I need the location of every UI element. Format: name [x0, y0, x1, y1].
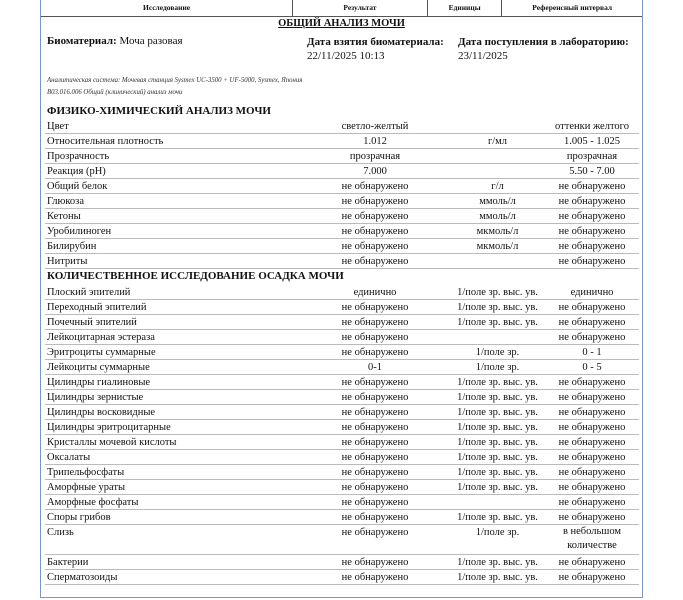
row-name: Цилиндры зернистые	[47, 392, 144, 403]
table-row	[45, 420, 639, 435]
report-sheet	[40, 0, 643, 598]
row-result: единично	[353, 287, 397, 298]
row-name: Кетоны	[47, 211, 81, 222]
row-name: Общий белок	[47, 181, 108, 192]
table-row	[45, 450, 639, 465]
row-name: Нитриты	[47, 256, 88, 267]
row-reference: не обнаружено	[558, 572, 626, 583]
row-result: 7.000	[363, 166, 387, 177]
lab-date-label: Дата поступления в лабораторию:	[458, 36, 629, 48]
row-result: не обнаружено	[341, 497, 409, 508]
sample-date	[307, 35, 444, 63]
row-result: не обнаружено	[341, 452, 409, 463]
table-row	[45, 315, 639, 330]
row-unit: 1/поле зр. выс. ув.	[457, 557, 538, 568]
table-row	[45, 300, 639, 315]
table-row	[45, 330, 639, 345]
row-reference: в небольшом количестве	[562, 526, 622, 551]
row-name: Бактерии	[47, 557, 89, 568]
row-result: не обнаружено	[341, 572, 409, 583]
row-reference: не обнаружено	[558, 482, 626, 493]
row-unit: г/л	[491, 181, 504, 192]
row-unit: 1/поле зр. выс. ув.	[457, 302, 538, 313]
table-row	[45, 119, 639, 134]
row-reference: 0 - 1	[582, 347, 602, 358]
row-unit: 1/поле зр. выс. ув.	[457, 437, 538, 448]
row-result: светло-желтый	[341, 121, 409, 132]
row-unit: 1/поле зр. выс. ув.	[457, 287, 538, 298]
row-result: не обнаружено	[341, 557, 409, 568]
row-reference: оттенки желтого	[555, 121, 629, 132]
row-reference: не обнаружено	[558, 467, 626, 478]
table-header	[41, 0, 642, 17]
row-result: не обнаружено	[341, 392, 409, 403]
row-result: не обнаружено	[341, 407, 409, 418]
row-unit: 1/поле зр. выс. ув.	[457, 407, 538, 418]
row-unit: 1/поле зр. выс. ув.	[457, 572, 538, 583]
row-unit: 1/поле зр.	[475, 362, 520, 373]
row-reference: не обнаружено	[558, 392, 626, 403]
row-reference: не обнаружено	[558, 437, 626, 448]
table-row	[45, 224, 639, 239]
table-row	[45, 149, 639, 164]
table-row	[45, 480, 639, 495]
table-row	[45, 405, 639, 420]
header-reference: Референсный интервал	[532, 3, 613, 12]
row-name: Плоский эпителий	[47, 287, 131, 298]
row-reference: не обнаружено	[558, 241, 626, 252]
table-row	[45, 239, 639, 254]
row-name: Аморфные ураты	[47, 482, 126, 493]
row-reference: не обнаружено	[558, 497, 626, 508]
table-row	[45, 209, 639, 224]
lab-date	[458, 35, 629, 63]
row-name: Глюкоза	[47, 196, 84, 207]
row-unit: 1/поле зр. выс. ув.	[457, 467, 538, 478]
row-result: не обнаружено	[341, 482, 409, 493]
row-reference: не обнаружено	[558, 302, 626, 313]
report-title: ОБЩИЙ АНАЛИЗ МОЧИ	[278, 18, 405, 29]
row-unit: 1/поле зр. выс. ув.	[457, 317, 538, 328]
row-name: Реакция (pH)	[47, 166, 106, 177]
row-result: не обнаружено	[341, 256, 409, 267]
row-reference: не обнаружено	[558, 407, 626, 418]
row-name: Прозрачность	[47, 151, 110, 162]
table-row	[45, 360, 639, 375]
row-reference: прозрачная	[566, 151, 618, 162]
row-name: Переходный эпителий	[47, 302, 147, 313]
row-name: Слизь	[47, 527, 74, 538]
table-row	[45, 375, 639, 390]
analytic-system-note: Аналитическая система: Мочевая станция Sysmex UC-3500 + UF-5000, Sysmex, Япония	[47, 77, 303, 84]
row-result: прозрачная	[349, 151, 401, 162]
biomaterial-value: Моча разовая	[119, 35, 183, 47]
row-result: не обнаружено	[341, 302, 409, 313]
row-name: Цилиндры эритроцитарные	[47, 422, 171, 433]
sample-date-label: Дата взятия биоматериала:	[307, 36, 444, 48]
table-row	[45, 254, 639, 269]
table-row	[45, 555, 639, 570]
row-reference: не обнаружено	[558, 422, 626, 433]
table-row	[45, 345, 639, 360]
row-result: не обнаружено	[341, 512, 409, 523]
row-reference: не обнаружено	[558, 332, 626, 343]
row-unit: 1/поле зр. выс. ув.	[457, 482, 538, 493]
row-unit: 1/поле зр. выс. ув.	[457, 452, 538, 463]
row-reference: не обнаружено	[558, 512, 626, 523]
row-result: не обнаружено	[341, 241, 409, 252]
row-name: Относительная плотность	[47, 136, 164, 147]
table-row	[45, 164, 639, 179]
row-name: Цвет	[47, 121, 69, 132]
row-result: не обнаружено	[341, 422, 409, 433]
row-result: не обнаружено	[341, 226, 409, 237]
row-name: Оксалаты	[47, 452, 91, 463]
service-code-note: B03.016.006 Общий (клинический) анализ мочи	[47, 89, 183, 96]
row-result: не обнаружено	[341, 437, 409, 448]
table-row	[45, 435, 639, 450]
row-unit: 1/поле зр.	[475, 527, 520, 538]
row-name: Аморфные фосфаты	[47, 497, 139, 508]
row-result: не обнаружено	[341, 317, 409, 328]
row-result: 1.012	[363, 136, 387, 147]
row-reference: 1.005 - 1.025	[564, 136, 620, 147]
header-units: Единицы	[428, 0, 503, 16]
row-reference: не обнаружено	[558, 256, 626, 267]
row-unit: мкмоль/л	[476, 226, 519, 237]
row-reference: не обнаружено	[558, 211, 626, 222]
row-name: Сперматозоиды	[47, 572, 118, 583]
row-reference: не обнаружено	[558, 317, 626, 328]
table-row	[45, 525, 639, 555]
row-reference: не обнаружено	[558, 181, 626, 192]
row-reference: 0 - 5	[582, 362, 602, 373]
row-reference: не обнаружено	[558, 377, 626, 388]
row-reference: не обнаружено	[558, 452, 626, 463]
row-unit: ммоль/л	[479, 196, 516, 207]
section-physchem-title: ФИЗИКО-ХИМИЧЕСКИЙ АНАЛИЗ МОЧИ	[47, 105, 271, 117]
row-result: не обнаружено	[341, 211, 409, 222]
row-result: не обнаружено	[341, 527, 409, 538]
row-name: Билирубин	[47, 241, 97, 252]
row-reference: 5.50 - 7.00	[569, 166, 615, 177]
row-unit: 1/поле зр. выс. ув.	[457, 422, 538, 433]
row-unit: 1/поле зр.	[475, 347, 520, 358]
row-name: Споры грибов	[47, 512, 111, 523]
header-study: Исследование	[41, 0, 293, 16]
table-row	[45, 495, 639, 510]
row-unit: мкмоль/л	[476, 241, 519, 252]
table-row	[45, 390, 639, 405]
row-unit: 1/поле зр. выс. ув.	[457, 377, 538, 388]
row-result: не обнаружено	[341, 347, 409, 358]
row-result: не обнаружено	[341, 377, 409, 388]
row-unit: ммоль/л	[479, 211, 516, 222]
row-name: Почечный эпителий	[47, 317, 137, 328]
table-row	[45, 465, 639, 480]
row-unit: 1/поле зр. выс. ув.	[457, 392, 538, 403]
row-result: не обнаружено	[341, 196, 409, 207]
sample-date-value: 22/11/2025 10:13	[307, 50, 385, 62]
row-name: Трипельфосфаты	[47, 467, 125, 478]
table-row	[45, 510, 639, 525]
header-result: Результат	[293, 0, 428, 16]
table-row	[45, 285, 639, 300]
biomaterial	[47, 35, 183, 47]
row-name: Уробилиноген	[47, 226, 112, 237]
row-name: Цилиндры гиалиновые	[47, 377, 151, 388]
row-result: не обнаружено	[341, 467, 409, 478]
table-row	[45, 134, 639, 149]
section-sediment-title: КОЛИЧЕСТВЕННОЕ ИССЛЕДОВАНИЕ ОСАДКА МОЧИ	[47, 270, 344, 282]
table-row	[45, 194, 639, 209]
row-unit: г/мл	[487, 136, 508, 147]
row-unit: 1/поле зр. выс. ув.	[457, 512, 538, 523]
lab-date-value: 23/11/2025	[458, 50, 508, 62]
row-reference: не обнаружено	[558, 226, 626, 237]
row-name: Лейкоциты суммарные	[47, 362, 150, 373]
biomaterial-label: Биоматериал:	[47, 35, 117, 47]
row-result: 0-1	[368, 362, 382, 373]
table-row	[45, 179, 639, 194]
row-name: Эритроциты суммарные	[47, 347, 156, 358]
row-result: не обнаружено	[341, 181, 409, 192]
row-result: не обнаружено	[341, 332, 409, 343]
row-reference: не обнаружено	[558, 196, 626, 207]
table-row	[45, 570, 639, 585]
row-name: Лейкоцитарная эстераза	[47, 332, 155, 343]
row-name: Кристаллы мочевой кислоты	[47, 437, 177, 448]
row-reference: не обнаружено	[558, 557, 626, 568]
row-reference: единично	[570, 287, 614, 298]
row-name: Цилиндры восковидные	[47, 407, 156, 418]
